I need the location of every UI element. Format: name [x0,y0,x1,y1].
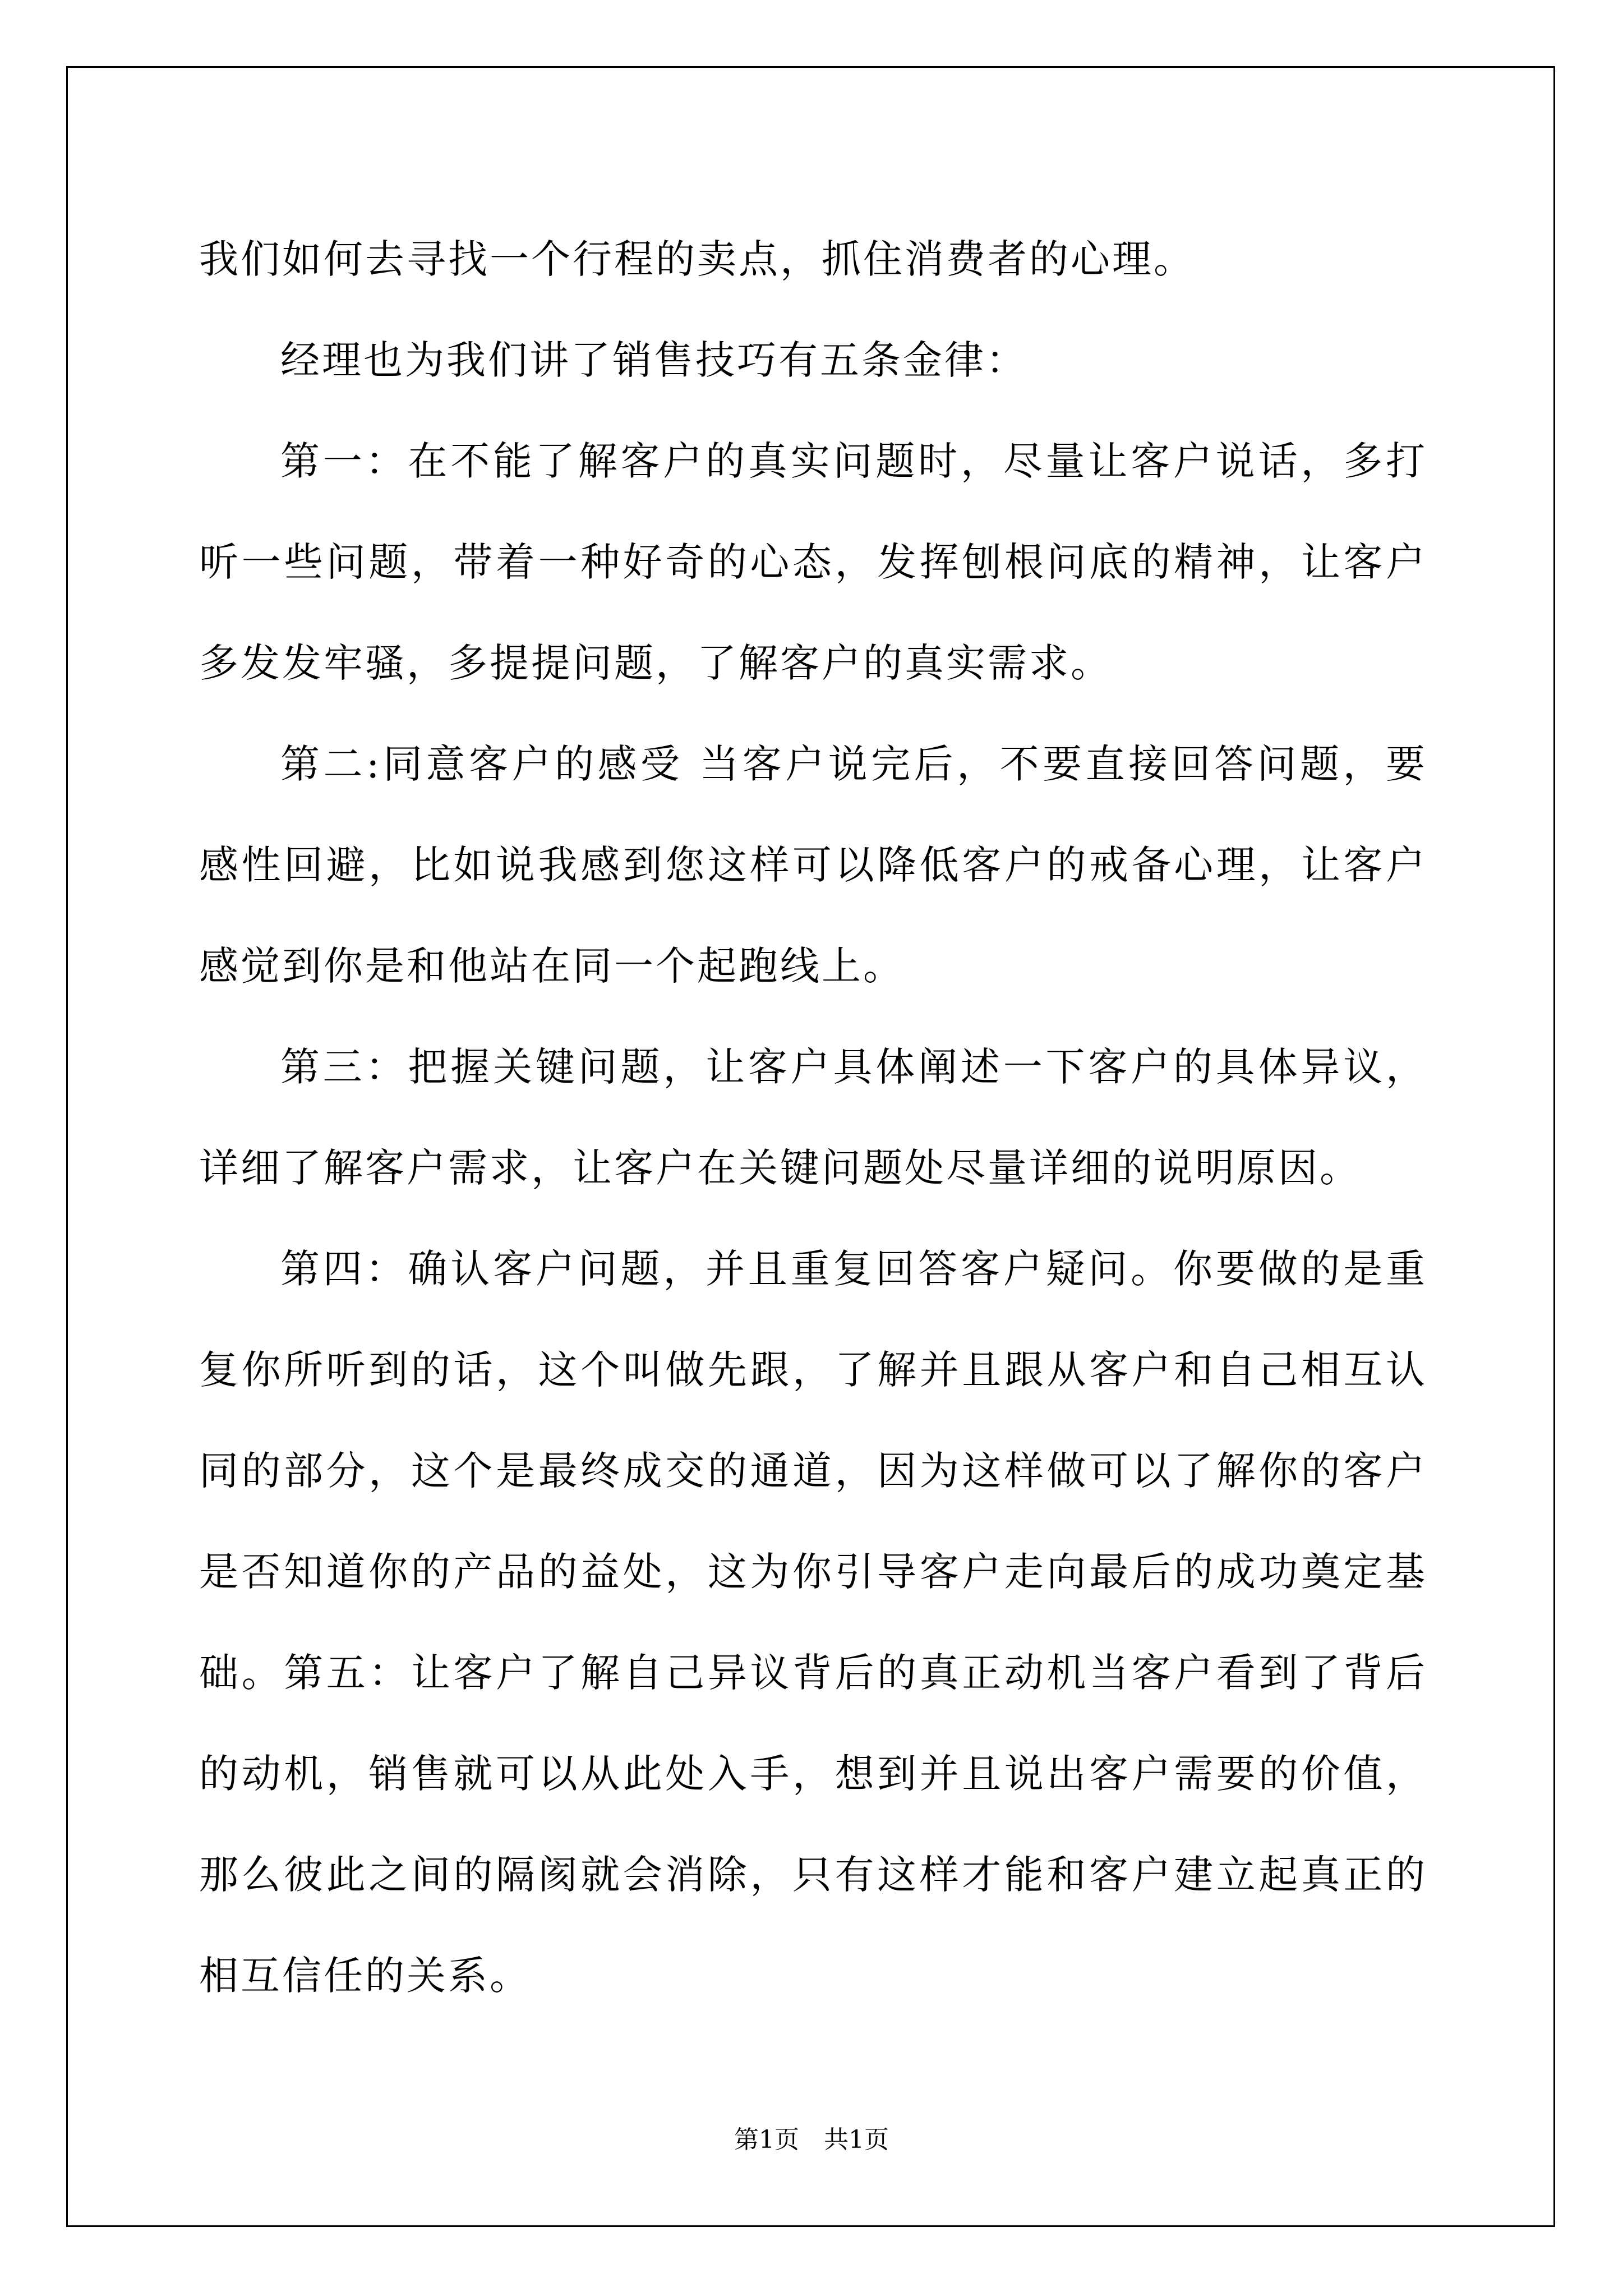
page-number-total: 共1页 [824,2125,889,2154]
page-footer [0,2123,1623,2157]
paragraph-3: 第一：在不能了解客户的真实问题时，尽量让客户说话，多打听一些问题，带着一种好奇的心态，发挥刨根问底的精神，让客户多发发牢骚，多提提问题，了解客户的真实需求。 [199,438,1427,686]
paragraph-4: 第二:同意客户的感受 当客户说完后，不要直接回答问题，要感性回避，比如说我感到您这样可以降低客户的戒备心理，让客户感觉到你是和他站在同一个起跑线上。 [199,741,1427,989]
paragraph-1: 我们如何去寻找一个行程的卖点，抓住消费者的心理。 [199,236,1195,282]
document-body [199,209,1427,2026]
page-number-current: 第1页 [734,2125,799,2154]
paragraph-5: 第三：把握关键问题，让客户具体阐述一下客户的具体异议，详细了解客户需求，让客户在关键问题处尽量详细的说明原因。 [199,1044,1427,1191]
paragraph-6: 第四：确认客户问题，并且重复回答客户疑问。你要做的是重复你所听到的话，这个叫做先跟，了解并且跟从客户和自己相互认同的部分，这个是最终成交的通道，因为这样做可以了解你的客户是否知道你的产品的益处，这为你引导客户走向最后的成功奠定基础。第五：让客户了解自己异议背后的真正动机当客户看到了背后的动机，销售就可以从此处入手，想到并且说出客户需要的价值，那么彼此之间的隔阂就会消除，只有这样才能和客户建立起真正的相互信任的关系。 [199,1246,1427,1999]
paragraph-2: 经理也为我们讲了销售技巧有五条金律： [280,337,1027,383]
